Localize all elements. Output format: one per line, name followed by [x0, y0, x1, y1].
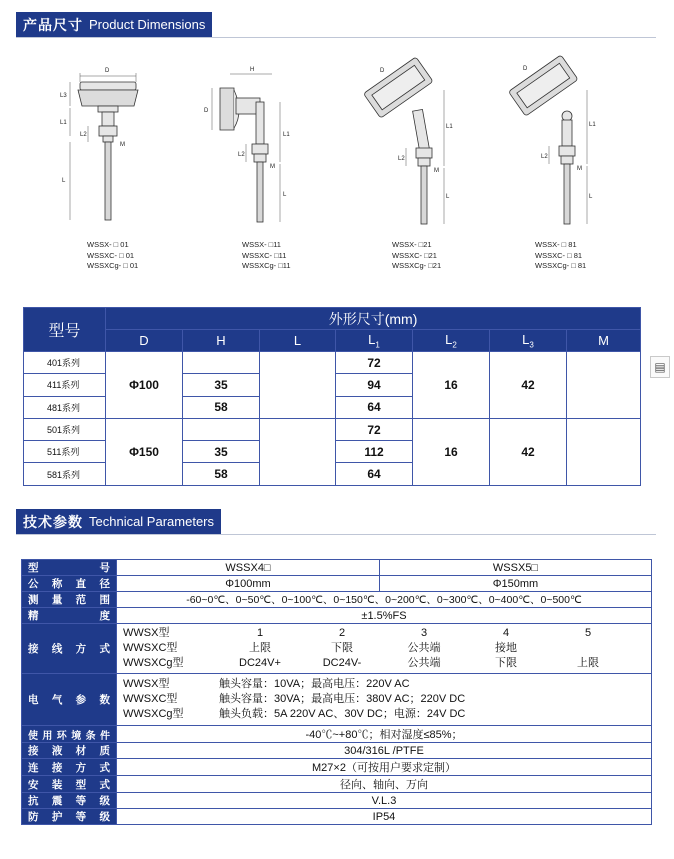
electric-spec: 触头负载：5A 220V AC、30V DC；电源：24V DC [219, 708, 466, 720]
label-shock: 抗震等级 [22, 793, 117, 809]
dim-L-label: L [589, 194, 593, 200]
cell-L3: 42 [490, 352, 567, 419]
row-model: 581系列 [24, 463, 106, 485]
dim-H-label: H [250, 67, 255, 73]
tech-header-rule [16, 534, 656, 535]
value-connection: M27×2（可按用户要求定制） [117, 759, 652, 776]
value-electric [117, 674, 652, 726]
diagram-81 [505, 50, 605, 230]
cell-L1: 64 [336, 463, 413, 485]
dims-header-row [24, 308, 641, 330]
electric-spec: 触头容量：10VA；最高电压：220V AC [219, 678, 410, 690]
label-install: 安装型式 [22, 776, 117, 793]
dimensions-table [23, 307, 641, 486]
diagram-11-models [242, 240, 291, 272]
diagram-21-drawing [360, 50, 460, 230]
col-D: D [106, 330, 183, 352]
dim-M-label: M [120, 142, 125, 148]
table-row [24, 418, 641, 440]
wiring-cell: 公共端 [407, 642, 441, 654]
cell-D: Φ100 [106, 352, 183, 419]
dim-L-label: L [62, 178, 66, 184]
row-model: 501系列 [24, 418, 106, 440]
label-protect: 防护等级 [22, 809, 117, 825]
wiring-model: WWSX型 [123, 627, 170, 639]
dim-L2-label: L2 [541, 154, 548, 160]
diagram-81-models [535, 240, 586, 272]
tech-row-connection [22, 759, 652, 776]
dim-D-label: D [523, 66, 528, 72]
ext-dims-header: 外形尺寸(mm) [106, 308, 641, 330]
tech-row-electric [22, 674, 652, 726]
wiring-cell: 5 [584, 627, 592, 639]
model-line: WSSX- □21 [392, 240, 432, 249]
value-diameter-4: Φ100mm [117, 576, 380, 592]
dimensions-header-en: Product Dimensions [89, 17, 206, 32]
electric-spec: 触头容量：30VA；最高电压：380V AC；220V DC [219, 693, 466, 705]
dimensions-header-zh: 产品尺寸 [23, 17, 83, 34]
wiring-cell: DC24V+ [239, 657, 281, 669]
model-line: WSSXCg- □ 81 [535, 261, 587, 270]
grid-icon: ▤ [654, 360, 666, 374]
cell-H: 58 [183, 396, 260, 418]
wiring-cell: 下限 [495, 657, 517, 669]
wiring-cell: 1 [256, 627, 264, 639]
model-line: WSSXC- □21 [392, 250, 437, 260]
cell-L2: 16 [413, 352, 490, 419]
model-line: WSSX- □ 81 [535, 240, 577, 249]
cell-L1: 72 [336, 418, 413, 440]
table-row [24, 352, 641, 374]
dim-L1-label: L1 [283, 132, 290, 138]
label-model: 型号 [22, 560, 117, 576]
diagram-11-drawing [200, 50, 300, 230]
label-range: 测量范围 [22, 592, 117, 608]
electric-grid [117, 674, 651, 725]
tech-row-env [22, 726, 652, 743]
side-tool-icon[interactable] [650, 356, 670, 378]
col-L3: $L_3$ [490, 330, 567, 352]
cell-L1: 64 [336, 396, 413, 418]
label-env: 使用环境条件 [22, 726, 117, 743]
tech-row-accuracy [22, 608, 652, 624]
diagram-01 [58, 50, 158, 230]
value-accuracy: ±1.5%FS [117, 608, 652, 624]
label-material: 接液材质 [22, 743, 117, 759]
value-env: -40℃~+80℃；相对湿度≤85%； [117, 726, 652, 743]
diagram-81-drawing [505, 50, 605, 230]
row-model: 401系列 [24, 352, 106, 374]
diagram-01-drawing [58, 50, 158, 230]
tech-row-range [22, 592, 652, 608]
tech-header-zh: 技术参数 [23, 514, 83, 531]
col-H: H [183, 330, 260, 352]
electric-model: WWSXCg型 [123, 708, 184, 720]
label-diameter: 公称直径 [22, 576, 117, 592]
dim-D-label: D [380, 68, 385, 74]
tech-row-wiring [22, 624, 652, 674]
dimensions-section-header [16, 12, 212, 37]
wiring-cell: 3 [420, 627, 428, 639]
wiring-cell: DC24V- [322, 657, 362, 669]
dim-L2-label: L2 [80, 132, 87, 138]
diagram-11 [200, 50, 300, 230]
tech-row-shock [22, 793, 652, 809]
col-M: M [567, 330, 641, 352]
dim-D-label: D [105, 68, 110, 74]
tech-row-install [22, 776, 652, 793]
wiring-cell: 下限 [331, 642, 353, 654]
tech-row-protect [22, 809, 652, 825]
model-line: WSSX- □ 01 [87, 240, 129, 249]
tech-section-header [16, 509, 221, 534]
wiring-cell: 公共端 [407, 657, 441, 669]
label-connection: 连接方式 [22, 759, 117, 776]
row-model: 511系列 [24, 441, 106, 463]
electric-model: WWSX型 [123, 678, 170, 690]
dim-L2-label: L2 [398, 156, 405, 162]
label-wiring: 接线方式 [22, 624, 117, 674]
value-range: -60~0℃、0~50℃、0~100℃、0~150℃、0~200℃、0~300℃、0~400℃、0~500℃ [117, 592, 652, 608]
dim-L1-label: L1 [589, 122, 596, 128]
col-L1: $L_1$ [336, 330, 413, 352]
label-accuracy: 精度 [22, 608, 117, 624]
dim-L3-label: L3 [60, 93, 67, 99]
model-header: 型号 [24, 308, 106, 352]
value-shock: V.L.3 [117, 793, 652, 809]
wiring-cell [547, 641, 629, 656]
diagram-01-models [87, 240, 138, 272]
tech-header-en: Technical Parameters [89, 514, 214, 529]
value-material: 304/316L /PTFE [117, 743, 652, 759]
model-line: WSSXCg- □21 [392, 261, 442, 270]
tech-row-diameter [22, 576, 652, 592]
electric-model: WWSXC型 [123, 693, 178, 705]
cell-M [567, 418, 641, 485]
cell-D: Φ150 [106, 418, 183, 485]
diagram-21 [360, 50, 460, 230]
wiring-grid [117, 624, 651, 673]
row-model: 481系列 [24, 396, 106, 418]
dim-L-label: L [283, 192, 287, 198]
cell-H [183, 352, 260, 374]
model-line: WSSXC- □ 01 [87, 250, 135, 260]
cell-L1: 112 [336, 441, 413, 463]
cell-L1: 72 [336, 352, 413, 374]
wiring-cell: 4 [502, 627, 510, 639]
cell-L [260, 418, 336, 485]
model-line: WSSXC- □11 [242, 250, 287, 260]
cell-H: 58 [183, 463, 260, 485]
cell-L3: 42 [490, 418, 567, 485]
model-line: WSSXCg- □ 01 [87, 261, 139, 270]
diagram-21-models [392, 240, 441, 272]
wiring-cell: 接地 [495, 642, 517, 654]
tech-params-table [21, 559, 652, 825]
cell-L [260, 352, 336, 419]
cell-L2: 16 [413, 418, 490, 485]
dim-L1-label: L1 [60, 120, 67, 126]
col-L2: $L_2$ [413, 330, 490, 352]
cell-H: 35 [183, 441, 260, 463]
cell-L1: 94 [336, 374, 413, 396]
value-model-5: WSSX5□ [380, 560, 652, 576]
wiring-cell: 上限 [249, 642, 271, 654]
dim-L1-label: L1 [446, 124, 453, 130]
col-L: L [260, 330, 336, 352]
wiring-cell: 2 [338, 627, 346, 639]
dim-M-label: M [270, 164, 275, 170]
tech-row-model [22, 560, 652, 576]
value-diameter-5: Φ150mm [380, 576, 652, 592]
model-line: WSSXCg- □11 [242, 261, 291, 270]
wiring-cell: 上限 [577, 657, 599, 669]
value-model-4: WSSX4□ [117, 560, 380, 576]
dim-L2-label: L2 [238, 152, 245, 158]
dim-D-label: D [204, 108, 209, 114]
value-install: 径向、轴向、万向 [117, 776, 652, 793]
dim-M-label: M [577, 166, 582, 172]
tech-row-material [22, 743, 652, 759]
cell-H: 35 [183, 374, 260, 396]
dim-L-label: L [446, 194, 450, 200]
dimensions-header-rule [16, 37, 656, 38]
cell-H [183, 418, 260, 440]
dims-col-row [24, 330, 641, 352]
row-model: 411系列 [24, 374, 106, 396]
cell-M [567, 352, 641, 419]
label-electric: 电气参数 [22, 674, 117, 726]
model-line: WSSX- □11 [242, 240, 281, 249]
dim-M-label: M [434, 168, 439, 174]
wiring-model: WWSXC型 [123, 642, 178, 654]
value-protect: IP54 [117, 809, 652, 825]
value-wiring [117, 624, 652, 674]
wiring-model: WWSXCg型 [123, 657, 184, 669]
model-line: WSSXC- □ 81 [535, 250, 583, 260]
